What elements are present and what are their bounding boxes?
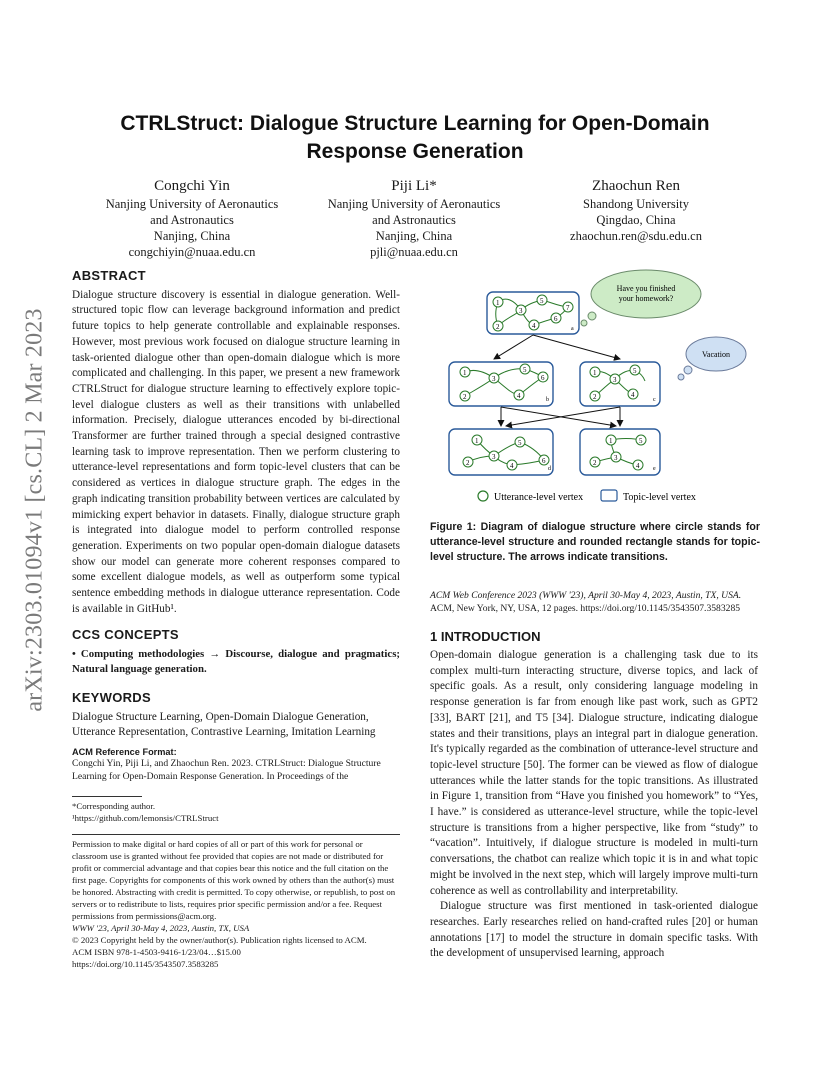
author-affiliation: and Astronautics — [150, 213, 234, 227]
author-name: Piji Li* — [391, 178, 437, 194]
author-affiliation: Nanjing University of Aeronautics — [105, 197, 279, 211]
keywords-text: Dialogue Structure Learning, Open-Domain Dialogue Generation, Utterance Representation, Contrastive Learning, Imitation Learning — [72, 710, 376, 739]
topic-box-e — [580, 429, 660, 475]
svg-text:6: 6 — [554, 315, 558, 323]
box-label-c: c — [653, 397, 656, 403]
svg-text:4: 4 — [510, 462, 514, 470]
author-block-1 — [82, 176, 302, 260]
bubble-text-line: your homework? — [618, 294, 674, 303]
left-column — [72, 268, 400, 617]
figure-legend — [478, 490, 696, 503]
author-affiliation: Shandong University — [583, 197, 689, 211]
figure-dialogue-structure — [430, 266, 770, 512]
introduction-heading: 1 INTRODUCTION — [430, 629, 541, 644]
ccs-heading: CCS CONCEPTS — [72, 627, 179, 642]
svg-text:3: 3 — [492, 453, 496, 461]
svg-text:2: 2 — [593, 459, 597, 467]
footnote-rule — [72, 796, 142, 797]
introduction-body — [430, 648, 758, 962]
intro-paragraph-1: Open-domain dialogue generation is a challenging task due to its complex multi-turn interacting structure, diverse topics, and lack of specific goals. As a result, only considering language modeling in response generation is far from enough like past work, such as GPT2 [33], BART [21], and T5 [34]. Dialogue structure, indicating dialogue states and their transitions, plays an integral part in dialogue generation. It's typically regarded as the combination of utterance-level structure and topic-level structure [50]. The former can be viewed as flow of dialogue utterances while the latter stands for the topic transitions. As illustrated in Figure 1, transition from “Have you finished you homework” to “Yes, I have.” is considered as utterance-level structure, while the topic-level structure is transitions from a higher perspective, like from “study” to “vacation”. Intuitively, if dialogue structure is modeled in multi-turn conversations, the chatbot can realize which topic it is in and what topic might be involved in the next step, which will largely improve multi-turn coherence as well as controllability and interpretability. — [430, 649, 758, 897]
svg-text:1: 1 — [593, 369, 597, 377]
author-email[interactable]: zhaochun.ren@sdu.edu.cn — [570, 229, 702, 243]
svg-text:4: 4 — [517, 392, 521, 400]
intro-paragraph-2: Dialogue structure was first mentioned in task-oriented dialogue researches. Early researches relied on hand-crafted rules [20] or human annotations [17] to model the structure in domain specific tasks. With the development of unsupervised learning, approach — [430, 900, 758, 960]
svg-text:1: 1 — [475, 437, 479, 445]
svg-text:2: 2 — [593, 393, 597, 401]
svg-text:3: 3 — [519, 307, 523, 315]
box-label-d: d — [548, 466, 551, 472]
svg-text:5: 5 — [540, 297, 544, 305]
thought-bubble-homework — [581, 270, 701, 326]
svg-text:2: 2 — [496, 323, 500, 331]
box-label-a: a — [571, 326, 574, 332]
svg-text:2: 2 — [463, 393, 467, 401]
conference-short: WWW '23, April 30-May 4, 2023, Austin, TX, USA — [72, 923, 250, 933]
permission-block — [72, 838, 400, 970]
author-name: Congchi Yin — [154, 178, 230, 194]
svg-text:6: 6 — [541, 374, 545, 382]
svg-text:1: 1 — [463, 369, 467, 377]
author-affiliation: Nanjing University of Aeronautics — [327, 197, 501, 211]
ccs-section — [72, 627, 400, 678]
svg-text:1: 1 — [609, 437, 613, 445]
svg-text:4: 4 — [636, 462, 640, 470]
svg-text:5: 5 — [523, 366, 527, 374]
author-block-2 — [304, 176, 524, 260]
thought-bubble-vacation — [678, 337, 746, 380]
figure-caption: Figure 1: Diagram of dialogue structure where circle stands for utterance-level structure and rounded rectangle stands for topic-level structure. The arrows indicate transitions. — [430, 521, 760, 563]
copyright-line: © 2023 Copyright held by the owner/author(s). Publication rights licensed to ACM. — [72, 935, 367, 945]
arxiv-stamp — [18, 290, 52, 730]
arxiv-id: arXiv:2303.01094v1 [cs.CL] 2 Mar 2023 — [21, 308, 48, 712]
abstract-heading: ABSTRACT — [72, 268, 146, 283]
bubble-right-text: Vacation — [702, 350, 730, 359]
footnotes — [72, 800, 400, 824]
svg-text:5: 5 — [633, 367, 637, 375]
legend-rect-icon — [601, 490, 617, 501]
topic-box-d — [449, 429, 553, 475]
legend-topic: Topic-level vertex — [623, 492, 696, 503]
author-affiliation: and Astronautics — [372, 213, 456, 227]
author-email[interactable]: congchiyin@nuaa.edu.cn — [128, 245, 256, 259]
footnote-github-link[interactable]: ¹https://github.com/lemonsis/CTRLStruct — [72, 813, 219, 823]
svg-text:5: 5 — [518, 439, 522, 447]
svg-text:3: 3 — [492, 375, 496, 383]
isbn-line: ACM ISBN 978-1-4503-9416-1/23/04…$15.00 — [72, 947, 241, 957]
svg-text:4: 4 — [631, 391, 635, 399]
venue-line-1: ACM Web Conference 2023 (WWW '23), April 30-May 4, 2023, Austin, TX, USA. — [430, 590, 742, 601]
svg-text:5: 5 — [639, 437, 643, 445]
venue-line-2[interactable]: ACM, New York, NY, USA, 12 pages. https://doi.org/10.1145/3543507.3583285 — [430, 603, 741, 614]
topic-box-c — [580, 362, 660, 406]
svg-text:2: 2 — [466, 459, 470, 467]
keywords-heading: KEYWORDS — [72, 690, 151, 705]
venue-block — [430, 589, 770, 615]
author-location: Qingdao, China — [596, 213, 676, 227]
author-block-3 — [526, 176, 746, 244]
svg-text:3: 3 — [614, 454, 618, 462]
permission-text: Permission to make digital or hard copies of all or part of this work for personal or classroom use is granted without fee provided that copies are not made or distributed for profit or commercial advantage and that copies bear this notice and the full citation on the first page. Copyrights for components of this work owned by others than the author(s) must be honored. Abstracting with credit is permitted. To copy otherwise, or republish, to post on servers or to redistribute to lists, requires prior specific permission and/or a fee. Request permissions from permissions@acm.org. — [72, 839, 396, 921]
keywords-section — [72, 690, 400, 741]
bubble-text-line: Have you finished — [616, 284, 676, 293]
topic-box-b — [449, 362, 553, 406]
svg-text:4: 4 — [532, 322, 536, 330]
doi-link[interactable]: https://doi.org/10.1145/3543507.3583285 — [72, 959, 219, 969]
permission-rule — [72, 834, 400, 835]
svg-text:1: 1 — [496, 299, 500, 307]
ccs-text: • Computing methodologies → Discourse, dialogue and pragmatics; Natural language generation. — [72, 647, 400, 676]
paper-title: CTRLStruct: Dialogue Structure Learning for Open-Domain Response Generation — [120, 112, 710, 163]
abstract-text: Dialogue structure discovery is essential in dialogue generation. Well-structured topic flow can leverage background information and predict future topics to help generate controllable and explainable responses. However, most previous work focused on dialogue structure learning in task-oriented dialogue other than open-domain dialogue which is more complicated and challenging. In this paper, we present a new framework CTRLStruct for dialogue structure learning to effectively explore topic-level dialogue clusters as well as their transitions with unlabelled information. Precisely, dialogue utterances encoded by bi-directional Transformer are further trained through a special designed contrastive learning task to improve representation. Then we perform clustering to utterance-level representations and form topic-level clusters that can be considered as vertices in dialogue structure graph. The edges in the graph indicating transition probability between vertices are calculated by mimicking expert behavior in datasets. Finally, dialogue structure graph is integrated into dialogue model to perform controlled response generation. Experiments on two popular open-domain dialogue datasets show our model can generate more coherent responses compared to some excellent dialogue models, as well as outperform some typical sentence embedding methods in dialogue utterance representation. Code is available in GitHub¹. — [72, 288, 400, 615]
box-label-b: b — [546, 397, 549, 403]
legend-circle-icon — [478, 491, 488, 501]
legend-utterance: Utterance-level vertex — [494, 492, 584, 503]
author-name: Zhaochun Ren — [592, 178, 680, 194]
author-location: Nanjing, China — [375, 229, 453, 243]
footnote-corresponding: *Corresponding author. — [72, 801, 156, 811]
svg-text:3: 3 — [613, 376, 617, 384]
box-label-e: e — [653, 466, 656, 472]
author-email[interactable]: pjli@nuaa.edu.cn — [370, 245, 458, 259]
acm-reference — [72, 746, 400, 783]
acm-reference-text: Congchi Yin, Piji Li, and Zhaochun Ren. 2023. CTRLStruct: Dialogue Structure Learning for Open-Domain Response Generation. In Proceedings of the — [72, 758, 381, 782]
svg-text:7: 7 — [566, 304, 570, 312]
author-location: Nanjing, China — [153, 229, 231, 243]
svg-text:6: 6 — [542, 457, 546, 465]
acm-reference-heading: ACM Reference Format: — [72, 747, 177, 757]
topic-box-a — [487, 292, 579, 334]
